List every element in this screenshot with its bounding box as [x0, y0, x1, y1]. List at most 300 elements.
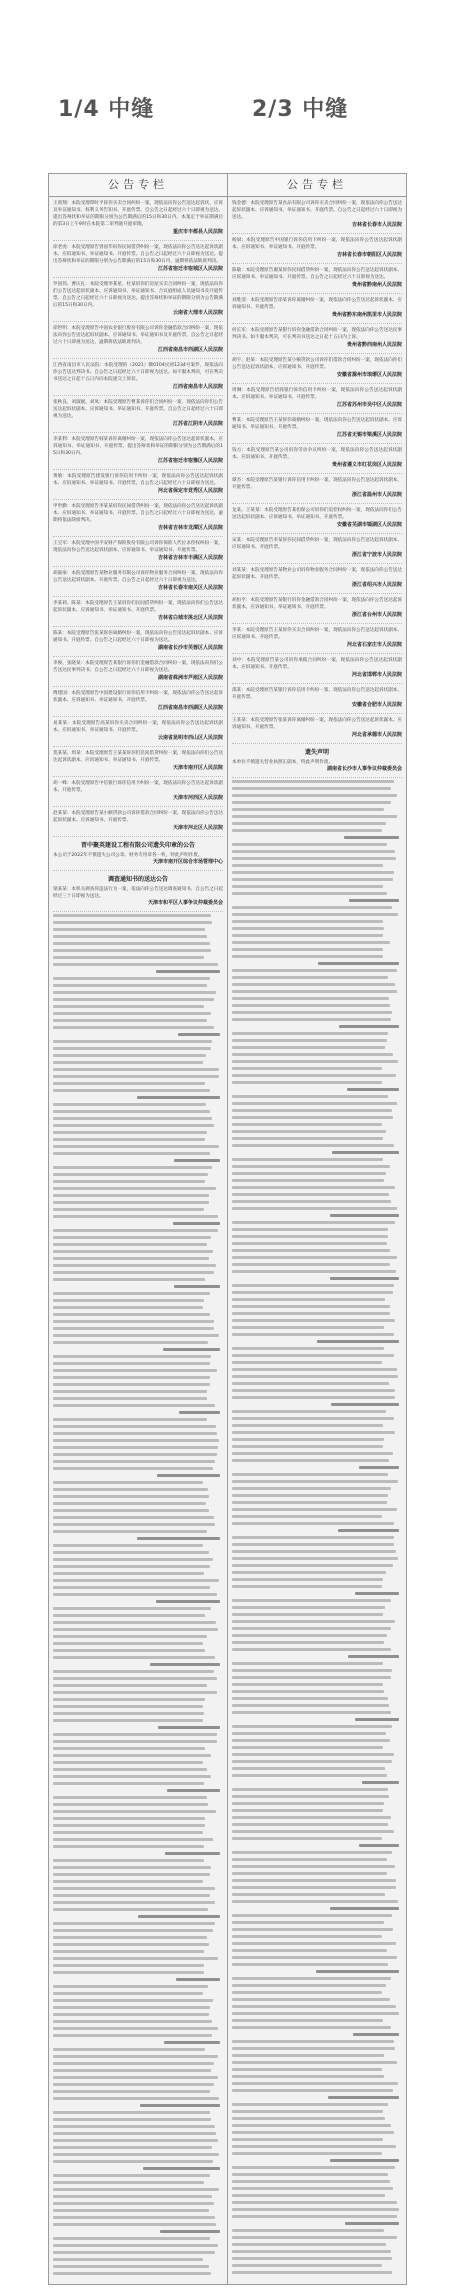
fine-print-line [232, 1352, 402, 1359]
fine-print-line [232, 2080, 402, 2087]
fine-print-line [53, 2060, 223, 2067]
court-notice [49, 627, 227, 654]
fine-print-line [53, 1759, 223, 1766]
notice-court: 河北省承德市人民法院 [351, 732, 402, 738]
fine-print-line [53, 1171, 223, 1178]
fine-print-line [53, 2074, 223, 2081]
fine-print-line [53, 1038, 223, 1045]
fine-print-line [232, 1219, 402, 1226]
fine-print-line [53, 1605, 223, 1612]
fine-print-line [232, 1744, 402, 1751]
fine-print-line [53, 1087, 223, 1094]
fine-print-line [232, 1023, 402, 1030]
fine-print-line [53, 1409, 223, 1416]
fine-print-line [53, 996, 223, 1003]
fine-print-line [232, 995, 402, 1002]
fine-print-line [232, 2178, 402, 2185]
fine-print-line [53, 2004, 223, 2011]
fine-print-line [53, 1353, 223, 1360]
fine-print-line [232, 1933, 402, 1940]
court-notice [49, 687, 227, 714]
fine-print-line [53, 1521, 223, 1528]
fine-print-line [232, 2255, 402, 2262]
fine-print-line [53, 1787, 223, 1794]
fine-print-line [53, 1857, 223, 1864]
fine-print-line [53, 1192, 223, 1199]
court-notice [49, 597, 227, 624]
fine-print-line [232, 1870, 402, 1877]
court-notice [228, 324, 406, 351]
fine-print-line [53, 1514, 223, 1521]
fine-print-line [232, 1709, 402, 1716]
court-notice [228, 444, 406, 471]
fine-print-line [53, 1668, 223, 1675]
fine-print-line [232, 1030, 402, 1037]
notice-text: 谭杰：本院受理原告某银行诉你信用卡纠纷一案，现依法向你公告送达起诉状副本、开庭传票。 [232, 478, 402, 490]
fine-print-line [53, 1248, 223, 1255]
fine-print-line [53, 1416, 223, 1423]
fine-print-line [232, 1002, 402, 1009]
fine-print-line [53, 1332, 223, 1339]
fine-print-line [53, 2011, 223, 2018]
fine-print-line [232, 2185, 402, 2192]
fine-print-line [53, 2102, 223, 2109]
fine-print-line [232, 1625, 402, 1632]
fine-print-line [232, 1408, 402, 1415]
fine-print-line [53, 1213, 223, 1220]
fine-print-line [53, 1878, 223, 1885]
fine-print-line [53, 919, 223, 926]
fine-print-line [232, 1632, 402, 1639]
fine-print-line [232, 1968, 402, 1975]
fine-print-line [53, 1654, 223, 1661]
fine-print-line [232, 1226, 402, 1233]
fine-print-line [232, 1639, 402, 1646]
fine-print-line [232, 2066, 402, 2073]
fine-print-line [232, 1289, 402, 1296]
fine-print-line [53, 2025, 223, 2032]
fine-print-line [232, 1107, 402, 1114]
notice-court: 天津市河西区人民法院 [172, 795, 223, 801]
fine-print-line [53, 1381, 223, 1388]
notice-signature: 湖南省长沙市人事争议仲裁委员会 [326, 766, 402, 772]
fine-print-line [232, 1331, 402, 1338]
notice-court: 江苏省苏州市吴中区人民法院 [336, 402, 402, 408]
court-notice [228, 234, 406, 261]
fine-print-line [53, 1731, 223, 1738]
fine-print-line [232, 1177, 402, 1184]
court-notice [49, 500, 227, 534]
notice-court: 江苏省宿迁市宿豫区人民法院 [157, 458, 223, 464]
fine-print-line [232, 1849, 402, 1856]
fine-print-line [53, 1472, 223, 1479]
fine-print-line [53, 1808, 223, 1815]
fine-print-line [232, 813, 402, 820]
fine-print-line [53, 1066, 223, 1073]
fine-print-line [53, 1647, 223, 1654]
fine-print-line [53, 1934, 223, 1941]
fine-print-line [232, 1240, 402, 1247]
fine-print-line [53, 2263, 223, 2270]
fine-print-line [53, 1206, 223, 1213]
notice-text: 胡恒平：本院受理原告某银行诉你金融借款合同纠纷一案，现依法向你公告送达起诉状副本、应诉通知书、举证通知书、开庭传票。 [232, 598, 402, 610]
fine-print-line [232, 1716, 402, 1723]
fine-print-line [232, 2115, 402, 2122]
fine-print-line [53, 982, 223, 989]
fine-print-line [232, 1569, 402, 1576]
fine-print-line [53, 1682, 223, 1689]
notice-text: 江西省南昌市人民法院：本院受理的（2021）赣0104民初1234号案件，现依法向你公告送达判决书。自公告之日起经过六十日即视为送达。如不服本判决，可在判决书送达之日起十五日内向本院递交上诉状。 [53, 363, 223, 382]
fine-print-line [232, 1156, 402, 1163]
fine-print-line [53, 2249, 223, 2256]
notice-court: 安徽省合肥市人民法院 [351, 702, 402, 708]
fine-print-line [53, 1374, 223, 1381]
fine-print-line [53, 2039, 223, 2046]
fine-print-line [232, 1772, 402, 1779]
fine-print-line [232, 932, 402, 939]
fine-print-line [53, 1360, 223, 1367]
fine-print-line [232, 1212, 402, 1219]
fine-print-line [232, 1366, 402, 1373]
notice-text: 李俊、张晓某：本院受理原告某银行诉你们金融借款合同纠纷一案，现依法向你们公告送达民事判决书。自公告之日起经过六十日即视为送达。 [53, 661, 223, 673]
fine-print-line [53, 1325, 223, 1332]
notice-text: 王某某：本院受理原告张某诉你离婚纠纷一案，现依法向你公告送达起诉状副本、应诉通知书、开庭传票。 [232, 718, 402, 730]
fine-print-line [53, 2256, 223, 2263]
fine-print-line [53, 2221, 223, 2228]
fine-print-line [53, 1717, 223, 1724]
notice-text: 李某：本院受理原告王某诉你买卖合同纠纷一案，现依法向你公告送达起诉状副本、应诉通知书、开庭传票。 [232, 628, 402, 640]
notice-text: 宋某：本院受理原告李某诉你民间借贷纠纷一案，现依法向你公告送达起诉状副本、应诉通知书、开庭传票。 [232, 538, 402, 550]
notice-text: 胡嘉豪：本院受理原告某物业服务有限公司诉你物业服务合同纠纷一案，现依法向你公告送达起诉状副本、开庭传票。自公告之日起经过六十日即视为送达。 [53, 571, 223, 583]
fine-print-line [232, 2227, 402, 2234]
notice-text: 黄敏：本院受理原告建设银行诉你信用卡纠纷一案，现依法向你公告送达起诉状副本、应诉通知书、举证通知书、开庭传票。自公告之日起经过六十日即视为送达。 [53, 474, 223, 486]
two-thirds-fold-heading: 2/3 中缝 [252, 97, 349, 122]
fine-print-line [232, 2171, 402, 2178]
fine-print-line [53, 1276, 223, 1283]
fine-print-line [53, 1402, 223, 1409]
fine-print-line [53, 989, 223, 996]
fine-print-line [53, 1906, 223, 1913]
fine-print-line [53, 1304, 223, 1311]
fine-print-line [232, 1555, 402, 1562]
fine-print-line [232, 820, 402, 827]
fine-print-line [232, 1079, 402, 1086]
court-notice [49, 807, 227, 834]
fine-print-line [232, 1926, 402, 1933]
notice-text: 杨斌：本院受理原告中国银行诉你信用卡纠纷一案，现依法向你公告送达起诉状副本、应诉通知书、举证通知书、开庭传票。 [232, 238, 402, 250]
fine-print-line [53, 2228, 223, 2235]
court-notice [49, 717, 227, 744]
fine-print-line [232, 1695, 402, 1702]
fine-print-line [232, 1380, 402, 1387]
fine-print-line [53, 1997, 223, 2004]
fine-print-line [53, 1535, 223, 1542]
fine-print-line [53, 2207, 223, 2214]
fine-print-line [53, 2088, 223, 2095]
court-notice [228, 654, 406, 681]
fine-print-line [53, 954, 223, 961]
fine-print-line [232, 1898, 402, 1905]
fine-print-line [53, 1227, 223, 1234]
titled-notice [228, 744, 406, 775]
fine-print-line [232, 1198, 402, 1205]
fine-print-line [53, 1199, 223, 1206]
fine-print-line [232, 1100, 402, 1107]
fine-print-line [232, 2220, 402, 2227]
fine-print-line [232, 2136, 402, 2143]
fine-print-lines [49, 912, 227, 2277]
fine-print-line [232, 2248, 402, 2255]
fine-print-line [53, 933, 223, 940]
fine-print-line [232, 806, 402, 813]
fine-print-line [53, 961, 223, 968]
fine-print-line [232, 1506, 402, 1513]
fine-print-line [232, 841, 402, 848]
fine-print-line [53, 1619, 223, 1626]
fine-print-line [53, 1437, 223, 1444]
fine-print-line [232, 2094, 402, 2101]
notice-court: 江西省南昌市西湖区人民法院 [157, 347, 223, 353]
fine-print-line [232, 1534, 402, 1541]
fine-print-line [232, 1324, 402, 1331]
fine-print-line [53, 2242, 223, 2249]
fine-print-line [232, 1653, 402, 1660]
fine-print-line [53, 1493, 223, 1500]
court-notice [49, 470, 227, 497]
notice-text: 钱方：本院受理原告某公司诉你劳动争议纠纷一案，现依法向你公告送达起诉状副本、应诉通知书、开庭传票。 [232, 448, 402, 460]
fine-print-line [232, 1268, 402, 1275]
fine-print-line [232, 2031, 402, 2038]
court-notice [228, 474, 406, 501]
fine-print-line [53, 2179, 223, 2186]
notice-court: 重庆市丰都县人民法院 [172, 229, 223, 235]
notice-signature: 天津市和平区人事争议仲裁委员会 [147, 900, 223, 906]
fine-print-line [53, 1017, 223, 1024]
fine-print-line [232, 1184, 402, 1191]
fine-print-line [232, 1415, 402, 1422]
left-column-body [49, 197, 227, 2277]
notice-text: 胡宇、赵某：本院受理原告某小额贷款公司诉你们借款合同纠纷一案，现依法向你们公告送达起诉状副本、应诉通知书、开庭传票。 [232, 358, 402, 370]
fine-print-line [53, 2032, 223, 2039]
fine-print-line [232, 1835, 402, 1842]
fine-print-line [232, 1478, 402, 1485]
fine-print-line [232, 1282, 402, 1289]
fine-print-line [232, 1499, 402, 1506]
notice-court: 湖南省株洲市芦淞区人民法院 [157, 675, 223, 681]
fine-print-line [232, 1016, 402, 1023]
fine-print-line [232, 1807, 402, 1814]
fine-print-line [232, 1548, 402, 1555]
fine-print-line [232, 1730, 402, 1737]
fine-print-line [53, 1577, 223, 1584]
fine-print-line [232, 1457, 402, 1464]
fine-print-line [232, 1611, 402, 1618]
fine-print-line [53, 1773, 223, 1780]
fine-print-line [53, 2109, 223, 2116]
fine-print-line [53, 1444, 223, 1451]
fine-print-line [232, 1009, 402, 1016]
fine-print-line [232, 1996, 402, 2003]
fine-print-line [53, 1871, 223, 1878]
fine-print-line [53, 2186, 223, 2193]
notice-court: 吉林省白城市洮北区人民法院 [157, 615, 223, 621]
notice-title: 晋中聚英建设工程有限公司遗失印章的公告 [80, 842, 195, 849]
fine-print-line [232, 1149, 402, 1156]
notice-court: 贵州省遵义市红花岗区人民法院 [331, 462, 402, 468]
fine-print-line [53, 2151, 223, 2158]
fine-print-line [232, 1170, 402, 1177]
fine-print-line [232, 2234, 402, 2241]
fine-print-line [232, 855, 402, 862]
fine-print-line [53, 1794, 223, 1801]
fine-print-line [53, 2130, 223, 2137]
fine-print-line [232, 869, 402, 876]
fine-print-line [232, 1086, 402, 1093]
notice-text: 周琳：本院受理原告招商银行诉你信用卡纠纷一案，现依法向你公告送达起诉状副本、应诉通知书、举证通知书、开庭传票。 [232, 388, 402, 400]
fine-print-line [53, 1626, 223, 1633]
court-notice [228, 354, 406, 381]
notice-court: 江苏省江阴市人民法院 [172, 421, 223, 427]
fine-print-line [53, 1689, 223, 1696]
fine-print-line [232, 1142, 402, 1149]
fine-print-line [53, 1990, 223, 1997]
fine-print-line [232, 2101, 402, 2108]
fine-print-line [53, 1290, 223, 1297]
fine-print-line [53, 1780, 223, 1787]
notice-text: 本单位不慎遗失营业执照正副本，特此声明作废。 [232, 760, 334, 765]
notice-text: 邵某：本院受理原告某银行诉你信用卡纠纷一案，现依法向你公告送达起诉状副本、开庭传票。 [232, 688, 402, 700]
notice-court: 吉林省吉林市龙潭区人民法院 [157, 525, 223, 531]
court-notice [49, 777, 227, 804]
fine-print-line [53, 2123, 223, 2130]
fine-print-line [53, 1885, 223, 1892]
fine-print-line [53, 1045, 223, 1052]
notice-text: 傅建国：本院受理原告中国建设银行诉你信用卡纠纷一案，现依法向你公告送达起诉状副本、应诉通知书、举证通知书、开庭传票。 [53, 691, 223, 703]
fine-print-line [53, 2200, 223, 2207]
right-notice-column [227, 173, 407, 2285]
fine-print-line [53, 1024, 223, 1031]
fine-print-line [232, 2157, 402, 2164]
notice-court: 江苏省无锡市梁溪区人民法院 [336, 432, 402, 438]
fine-print-line [232, 1597, 402, 1604]
fine-print-line [232, 1191, 402, 1198]
notice-court: 云南省昆明市西山区人民法院 [157, 735, 223, 741]
notice-court: 吉林省吉林市丰满区人民法院 [157, 555, 223, 561]
notice-text: 罗国伟、曹庆礼：本院受理李某星、杜某诉你们房屋买卖合同纠纷一案，现依法向你们公告送达起诉状副本、应诉通知书、举证通知书、合议庭组成人员通知书及开庭传票。自公告之日起经过六十日即视为送达。提出答辩状和举证的期限分别为公告期满后的15日和30日内。 [53, 282, 223, 308]
fine-print-line [53, 1745, 223, 1752]
fine-print-line [232, 2087, 402, 2094]
notice-text: 胡一峰：本院受理原告中信银行诉你信用卡纠纷一案，现依法向你公告送达起诉状副本、开庭传票。 [53, 781, 223, 793]
notice-text: 甲世勤：本院受理原告李某某诉你民间借贷纠纷一案，现依法向你公告送达起诉状副本、应诉通知书、举证通知书、开庭传票。自公告之日起经过六十日即视为送达，逾期将依法缺席判决。 [53, 504, 223, 523]
fine-print-line [232, 1723, 402, 1730]
notice-court: 江西省南昌市西湖区人民法院 [157, 705, 223, 711]
notice-text: 赵某某：本院受理原告某小额贷款公司诉你借款合同纠纷一案，现依法向你公告送达起诉状副本、应诉通知书、开庭传票。 [53, 811, 223, 823]
fine-print-line [232, 862, 402, 869]
fine-print-line [232, 1429, 402, 1436]
fine-print-line [232, 1114, 402, 1121]
fine-print-line [53, 1962, 223, 1969]
fine-print-line [232, 1975, 402, 1982]
fine-print-line [53, 2158, 223, 2165]
fine-print-line [53, 1738, 223, 1745]
fine-print-line [53, 968, 223, 975]
fine-print-line [232, 1877, 402, 1884]
notice-text: 王禹翔：本院受理覃时平诉你买卖合同纠纷一案，现依法向你公告送达起诉状、应诉及举证通知书、权利义务告知书、开庭传票。自公告之日起经过六十日即视为送达。提出答辩状和举证的期限分别为公告期满后的15日和30日内。本案定于举证期满后的第3日上午9时在本院第二审判庭开庭审理。 [53, 201, 223, 227]
fine-print-line [232, 1345, 402, 1352]
fine-print-line [232, 1044, 402, 1051]
fine-print-line [232, 953, 402, 960]
fine-print-line [53, 1367, 223, 1374]
fine-print-line [232, 988, 402, 995]
fine-print-line [53, 1829, 223, 1836]
fine-print-line [232, 1387, 402, 1394]
fine-print-line [53, 1822, 223, 1829]
notice-court: 江西省南昌市人民法院 [172, 384, 223, 390]
fine-print-line [232, 1520, 402, 1527]
fine-print-line [53, 975, 223, 982]
fine-print-line [232, 918, 402, 925]
fine-print-line [53, 2095, 223, 2102]
fine-print-line [232, 1919, 402, 1926]
fine-print-line [232, 848, 402, 855]
notice-text: 陈敏：本院受理原告谢某诉你民间借贷纠纷一案，现依法向你公告送达起诉状副本、应诉通知书、举证通知书、开庭传票。自公告之日起经过六十日即视为送达。 [232, 268, 402, 280]
fine-print-line [53, 1052, 223, 1059]
fine-print-line [53, 2270, 223, 2277]
fine-print-line [232, 1492, 402, 1499]
fine-print-line [232, 2262, 402, 2269]
fine-print-line [53, 2144, 223, 2151]
court-notice [49, 747, 227, 774]
fine-print-line [232, 1702, 402, 1709]
fine-print-line [232, 1121, 402, 1128]
fine-print-line [232, 981, 402, 988]
fine-print-line [232, 1604, 402, 1611]
fine-print-line [232, 2108, 402, 2115]
notice-court: 浙江省宁波市人民法院 [351, 552, 402, 558]
fine-print-line [53, 2116, 223, 2123]
fine-print-line [232, 1947, 402, 1954]
fine-print-line [232, 1135, 402, 1142]
court-notice [49, 433, 227, 467]
fine-print-line [53, 1269, 223, 1276]
fine-print-line [53, 1185, 223, 1192]
fine-print-line [232, 1296, 402, 1303]
notice-text: 钱金德：本院受理原告某食品有限公司诉你买卖合同纠纷一案，现依法向你公告送达起诉状副本、应诉通知书、举证通知书、开庭传票。自公告之日起经过六十日即视为送达。 [232, 201, 402, 220]
fine-print-line [53, 1948, 223, 1955]
fine-print-line [232, 1562, 402, 1569]
fine-print-line [232, 1254, 402, 1261]
fine-print-line [232, 2269, 402, 2276]
fine-print-line [232, 1471, 402, 1478]
fine-print-line [53, 1640, 223, 1647]
notice-court: 贵州省黔东南州凯里市人民法院 [331, 312, 402, 318]
court-notice [228, 294, 406, 321]
fine-print-line [53, 1318, 223, 1325]
fine-print-line [53, 2067, 223, 2074]
fine-print-line [232, 946, 402, 953]
notice-court: 浙江省温州市人民法院 [351, 492, 402, 498]
fine-print-line [232, 1800, 402, 1807]
notice-text: 王宝军：本院受理中国平安财产保险股份有限公司诉你保险人代位求偿权纠纷一案，现依法向你公告送达起诉状副本、应诉通知书、举证通知书、开庭传票。 [53, 541, 223, 553]
fine-print-line [232, 960, 402, 967]
fine-print-line [53, 2172, 223, 2179]
fine-print-line [232, 1940, 402, 1947]
court-notice [49, 241, 227, 275]
notice-court: 云南省大理市人民法院 [172, 310, 223, 316]
fine-print-line [232, 1646, 402, 1653]
fine-print-line [53, 1339, 223, 1346]
notice-court: 河北省保定市竞秀区人民法院 [157, 488, 223, 494]
